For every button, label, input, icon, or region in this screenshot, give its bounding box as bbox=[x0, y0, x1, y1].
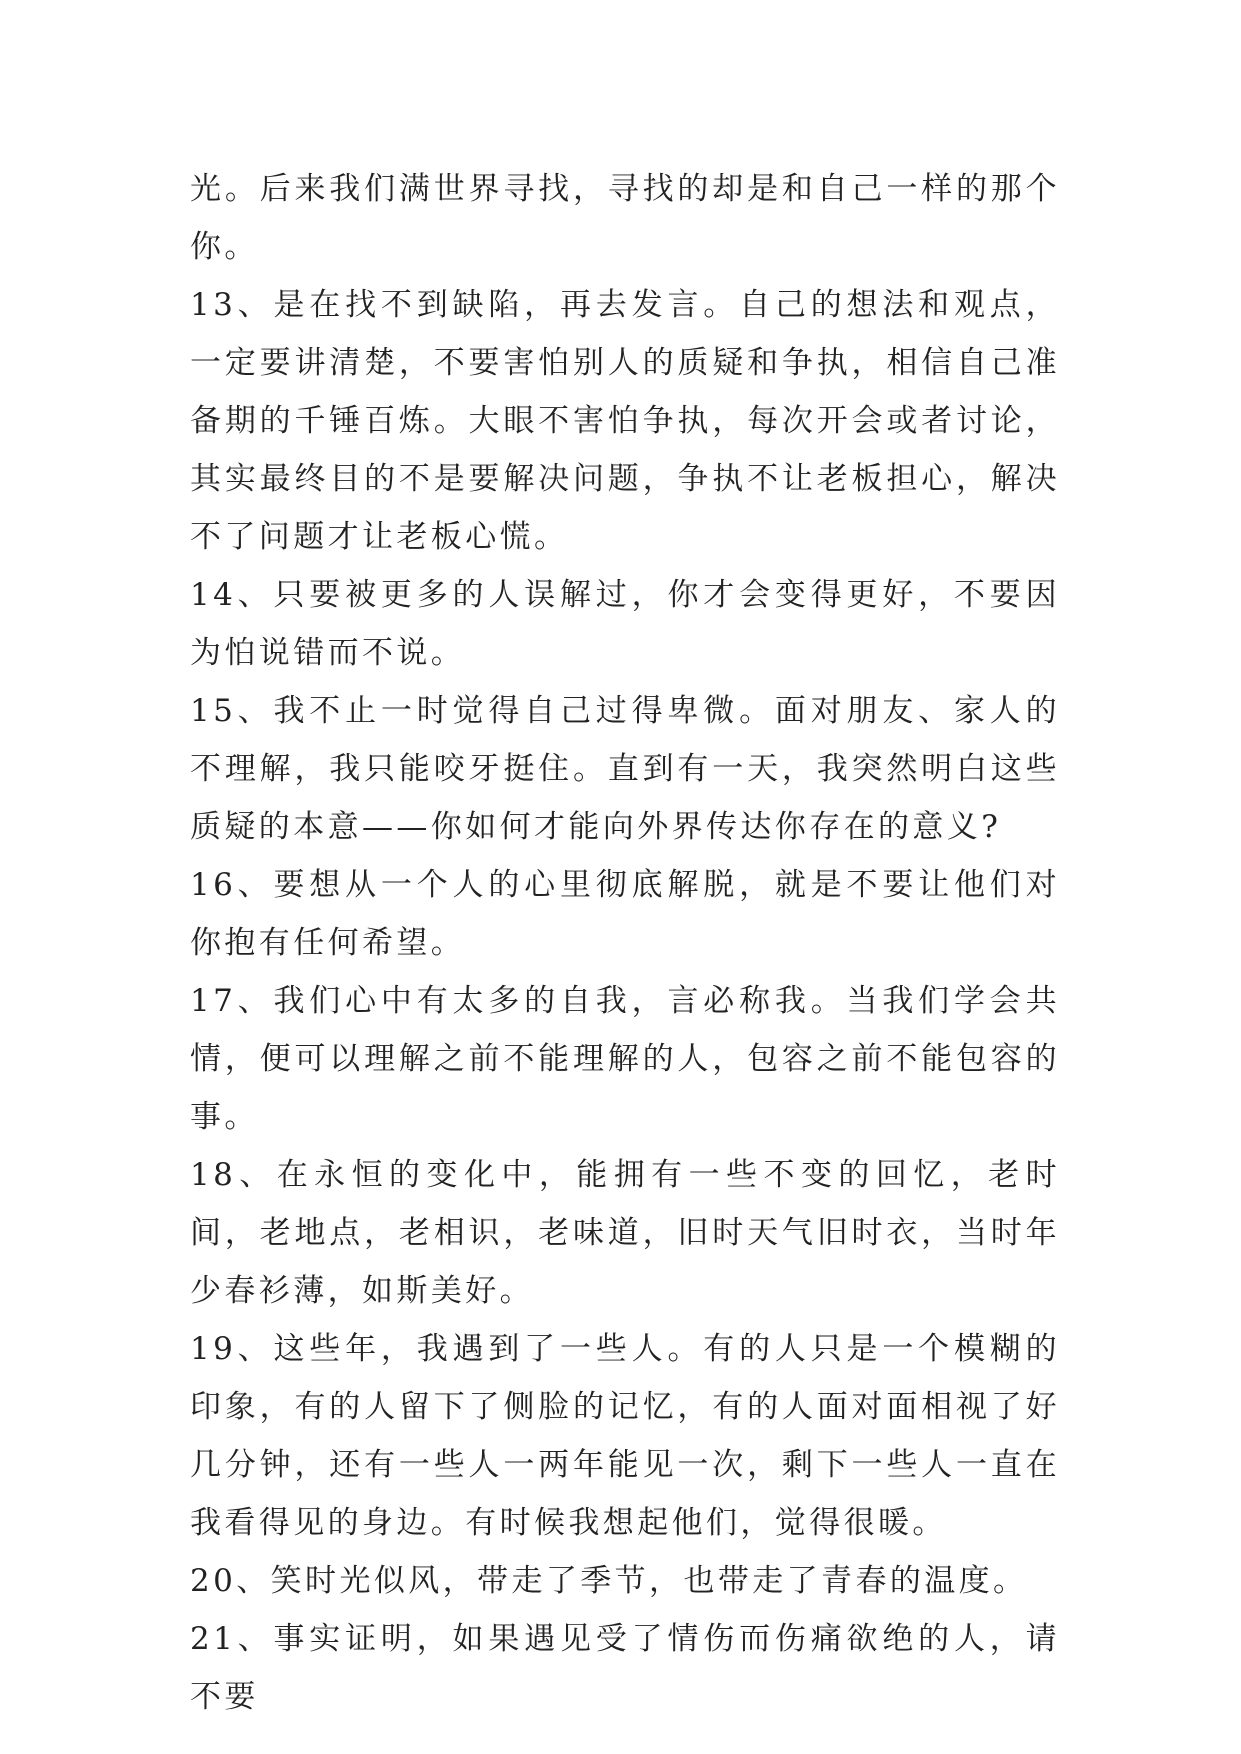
paragraph-continuation: 光。后来我们满世界寻找，寻找的却是和自己一样的那个你。 bbox=[190, 171, 1060, 265]
paragraph-16: 16、要想从一个人的心里彻底解脱，就是不要让他们对你抱有任何希望。 bbox=[190, 867, 1060, 961]
paragraph-17: 17、我们心中有太多的自我，言必称我。当我们学会共情，便可以理解之前不能理解的人，包容之前不能包容的事。 bbox=[190, 983, 1060, 1135]
paragraph-19: 19、这些年，我遇到了一些人。有的人只是一个模糊的印象，有的人留下了侧脸的记忆，有的人面对面相视了好几分钟，还有一些人一两年能见一次，剩下一些人一直在我看得见的身边。有时候我想起他们，觉得很暖。 bbox=[190, 1331, 1060, 1541]
paragraph-13: 13、是在找不到缺陷，再去发言。自己的想法和观点，一定要讲清楚，不要害怕别人的质疑和争执，相信自己准备期的千锤百炼。大眼不害怕争执，每次开会或者讨论，其实最终目的不是要解决问题，争执不让老板担心，解决不了问题才让老板心慌。 bbox=[190, 287, 1060, 555]
paragraph-21: 21、事实证明，如果遇见受了情伤而伤痛欲绝的人，请不要 bbox=[190, 1621, 1060, 1715]
paragraph-20: 20、笑时光似风，带走了季节，也带走了青春的温度。 bbox=[190, 1563, 1028, 1599]
paragraph-14: 14、只要被更多的人误解过，你才会变得更好，不要因为怕说错而不说。 bbox=[190, 577, 1060, 671]
paragraph-15: 15、我不止一时觉得自己过得卑微。面对朋友、家人的不理解，我只能咬牙挺住。直到有一天，我突然明白这些质疑的本意——你如何才能向外界传达你存在的意义? bbox=[190, 693, 1060, 845]
document-body bbox=[190, 160, 1060, 1726]
paragraph-18: 18、在永恒的变化中，能拥有一些不变的回忆，老时间，老地点，老相识，老味道，旧时天气旧时衣，当时年少春衫薄，如斯美好。 bbox=[190, 1157, 1060, 1309]
